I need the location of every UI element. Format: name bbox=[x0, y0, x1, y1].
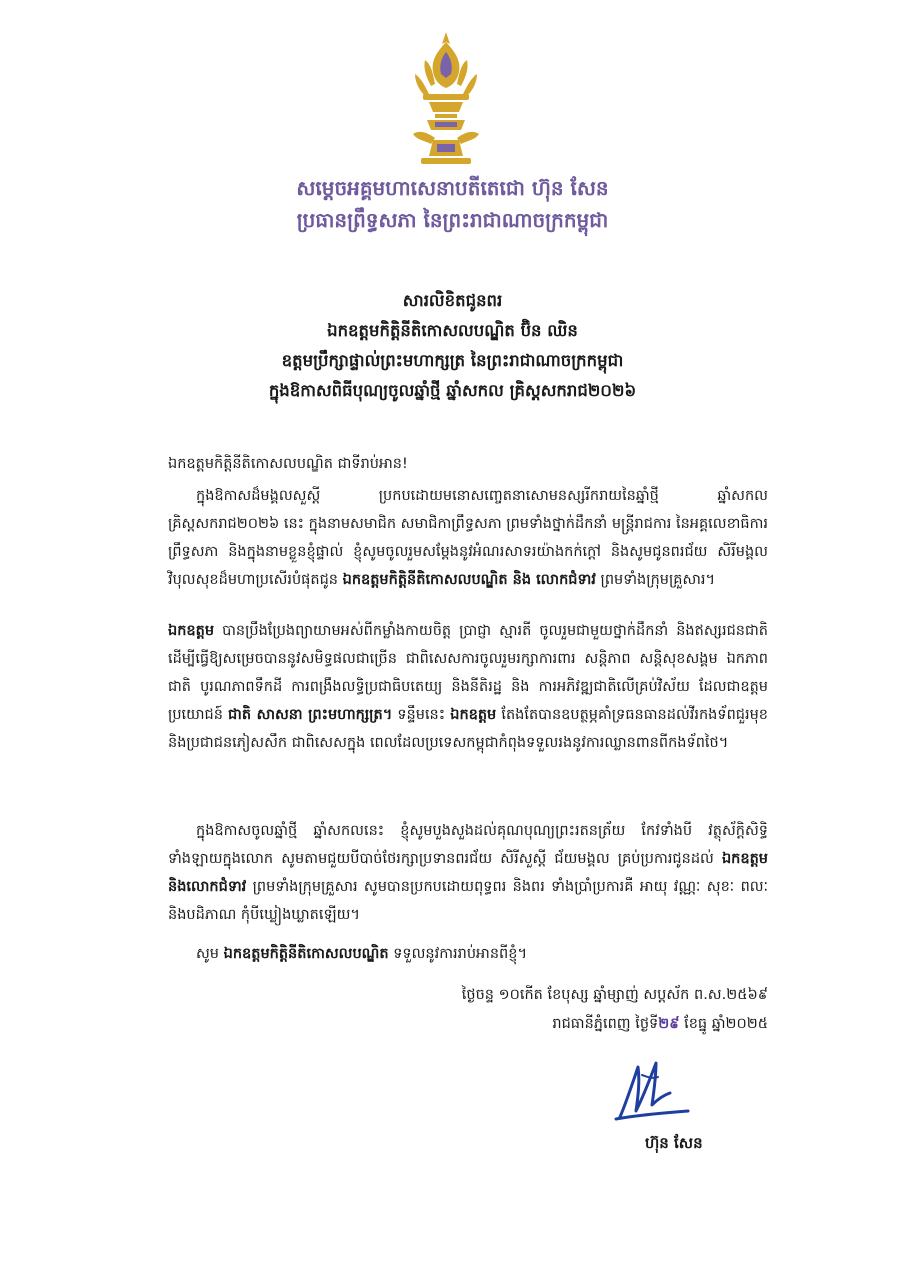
paragraph-2-bold-1: ឯកឧត្តម bbox=[168, 623, 215, 639]
handwritten-day: ២៩ bbox=[658, 1016, 680, 1032]
heading-line-4: ក្នុងឱកាសពិធីបុណ្យចូលឆ្នាំថ្មី ឆ្នាំសកល គ្រិស្តសករាជ២០២៦ bbox=[268, 381, 637, 400]
senate-emblem-icon bbox=[405, 30, 487, 168]
paragraph-3-text-1: ក្នុងឱកាសចូលឆ្នាំថ្មី ឆ្នាំសកលនេះ ខ្ញុំសូមបួងសួងដល់គុណបុណ្យព្រះរតនត្រ័យ កែវទាំងបី វត្ថុស័ក្តិសិទ្ធិទាំងឡាយក្នុងលោក សូមតាមជួយបីបាច់ថែរក្សាប្រទានពរជ័យ សិរីសួស្តី ជ័យមង្គល គ្រប់ប្រការជូនដល់ bbox=[168, 823, 768, 867]
sender-title: ប្រធានព្រឹទ្ធសភា នៃព្រះរាជាណាចក្រកម្ពុជា bbox=[296, 208, 609, 232]
paragraph-2-bold-3: ឯកឧត្តម bbox=[450, 707, 497, 723]
letter-heading bbox=[0, 286, 905, 406]
signer-name: ហ៊ុន សែន bbox=[645, 1134, 703, 1152]
paragraph-2-bold-2: ជាតិ សាសនា ព្រះមហាក្សត្រ។ bbox=[228, 707, 393, 723]
paragraph-1-end: ព្រមទាំងក្រុមគ្រួសារ។ bbox=[600, 572, 716, 588]
heading-line-1: សារលិខិតជូនពរ bbox=[402, 291, 503, 310]
paragraph-4 bbox=[168, 940, 768, 968]
place-date-line bbox=[330, 1010, 768, 1038]
paragraph-4-text-2: ទទួលនូវការរាប់អានពីខ្ញុំ។ bbox=[393, 946, 528, 962]
salutation: ឯកឧត្តមកិត្តិនីតិកោសលបណ្ឌិត ជាទីរាប់អាន! bbox=[168, 456, 408, 472]
place-date-prefix: រាជធានីភ្នំពេញ ថ្ងៃទី bbox=[552, 1016, 659, 1032]
paragraph-3 bbox=[168, 817, 768, 929]
paragraph-2 bbox=[168, 617, 768, 757]
paragraph-2-text-3: តែងតែបានឧបត្ថម្ភគាំទ្រធនធានដល់វីរកងទ័ពជួរមុខ និងប្រជាជនភៀសសឹក ជាពិសេសក្នុង ពេលដែលប្រទេសកម្ពុជាកំពុងទទួលរងនូវការឈ្លានពានពីកងទ័ពថៃ។ bbox=[168, 707, 768, 751]
paragraph-3-text-2: ព្រមទាំងក្រុមគ្រួសារ សូមបានប្រកបដោយពុទ្ធពរ និងពរ ទាំងប្រាំប្រការគឺ អាយុ វណ្ណៈ សុខៈ ពលៈ និងបដិភាណ កុំបីឃ្លៀងឃ្លាតឡើយ។ bbox=[168, 879, 769, 923]
paragraph-2-text-1: បានប្រឹងប្រែងព្យាយាមអស់ពីកម្លាំងកាយចិត្ត ប្រាជ្ញា ស្មារតី ចូលរួមជាមួយថ្នាក់ដឹកនាំ និងឥស្សរជនជាតិ ដើម្បីធ្វើឱ្យសម្រេចបាននូវសមិទ្ធផលជាច្រើន ជាពិសេសការចូលរួមរក្សាការពារ សន្តិភាព សន្តិសុខសង្គម ឯកភាពជាតិ បូរណភាពទឹកដី ការពង្រឹងលទ្ធិប្រជាធិបតេយ្យ និងនីតិរដ្ឋ និង ការអភិវឌ្ឍជាតិលើគ្រប់វិស័យ ដែលជាឧត្តមប្រយោជន៍ bbox=[168, 623, 768, 723]
paragraph-1 bbox=[168, 482, 768, 594]
sender-name: សម្តេចអគ្គមហាសេនាបតីតេជោ ហ៊ុន សែន bbox=[296, 176, 609, 200]
paragraph-4-text-1: សូម bbox=[196, 946, 220, 962]
lunar-date-line: ថ្ងៃចន្ទ ១០កើត ខែបុស្ស ឆ្នាំម្សាញ់ សប្តស័ក ព.ស.២៥៦៩ bbox=[461, 987, 768, 1003]
heading-line-2: ឯកឧត្តមកិត្តិនីតិកោសលបណ្ឌិត ប៊ិន ឈិន bbox=[327, 321, 578, 340]
paragraph-1-text: ក្នុងឱកាសដ៏មង្គលសួស្តី ប្រកបដោយមនោសញ្ចេតនាសោមនស្សរីករាយនៃឆ្នាំថ្មី ឆ្នាំសកល គ្រិស្តសករាជ២០២៦ នេះ ក្នុងនាមសមាជិក សមាជិកាព្រឹទ្ធសភា ព្រមទាំងថ្នាក់ដឹកនាំ មន្ត្រីរាជការ នៃអគ្គលេខាធិការព្រឹទ្ធសភា និងក្នុងនាមខ្លួនខ្ញុំផ្ទាល់ ខ្ញុំសូមចូលរួមសម្តែងនូវអំណរសាទរយ៉ាងកក់ក្តៅ និងសូមជូនពរជ័យ សិរីមង្គល វិបុលសុខដ៏មហាប្រសើរបំផុតជូន bbox=[168, 488, 769, 588]
paragraph-1-bold: ឯកឧត្តមកិត្តិនីតិកោសលបណ្ឌិត និង លោកជំទាវ bbox=[342, 572, 596, 588]
heading-line-3: ឧត្តមប្រឹក្សាផ្ទាល់ព្រះមហាក្សត្រ នៃព្រះរាជាណាចក្រកម្ពុជា bbox=[281, 351, 624, 370]
handwritten-signature-icon bbox=[612, 1055, 692, 1125]
paragraph-4-bold: ឯកឧត្តមកិត្តិនីតិកោសលបណ្ឌិត bbox=[223, 946, 389, 962]
paragraph-3-bold: ឯកឧត្តម និងលោកជំទាវ bbox=[168, 851, 768, 895]
paragraph-2-text-2: ទន្ទឹមនេះ bbox=[397, 707, 446, 723]
place-date-suffix: ខែធ្នូ ឆ្នាំ២០២៥ bbox=[684, 1016, 768, 1032]
sender-block bbox=[0, 172, 905, 236]
